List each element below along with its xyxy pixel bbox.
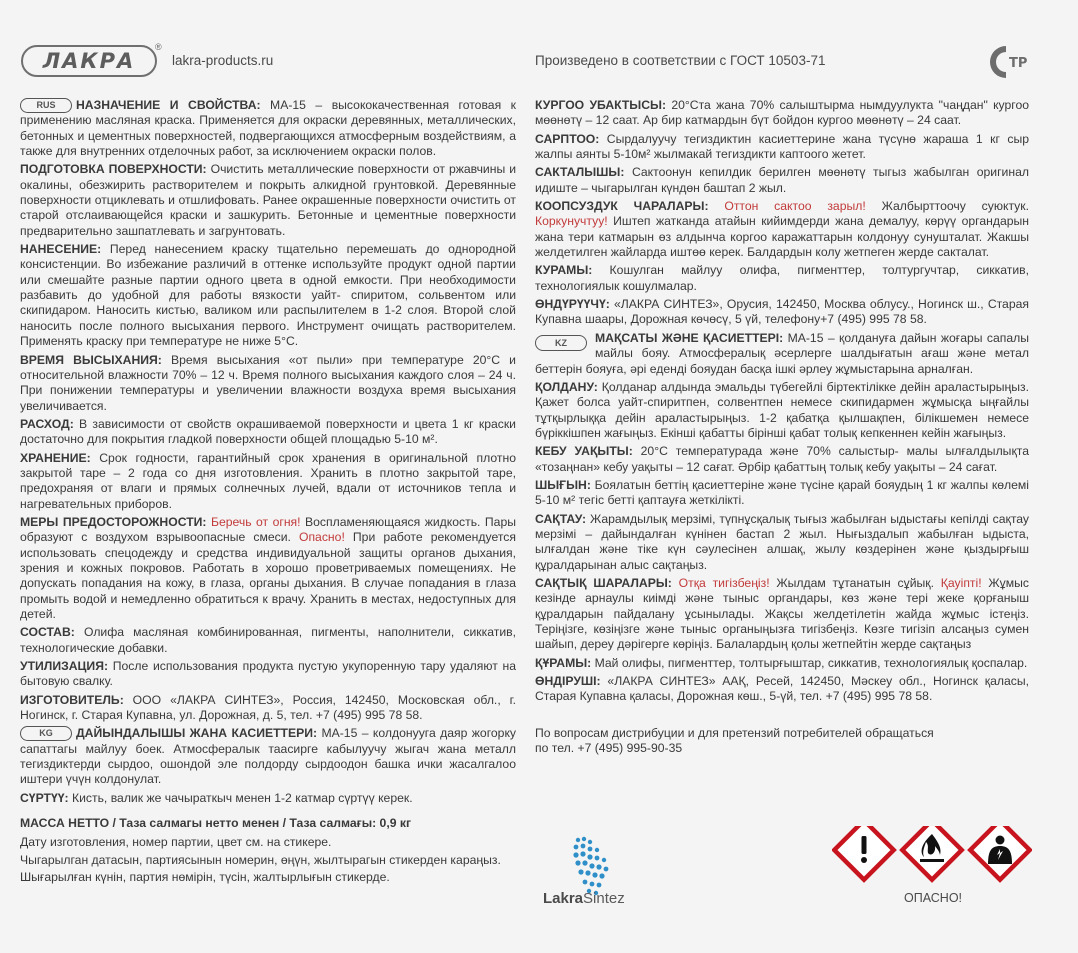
- eac-mark-icon: [982, 42, 1030, 82]
- lakra-logo: [21, 45, 157, 77]
- manufacturer-section: ИЗГОТОВИТЕЛЬ: ООО «ЛАКРА СИНТЕЗ», Россия, 142450, Московская обл., г. Ногинск, г. Старая Купавна, ул. Дорожная, д. 5, тел. +7 (495) 995 78 58.: [20, 692, 516, 723]
- lakra-sintez-wordmark: LakraSintez: [543, 890, 625, 907]
- website-link[interactable]: lakra-products.ru: [172, 53, 274, 68]
- kz-composition-section: ҚҰРАМЫ: Май олифы, пигменттер, толтырғыштар, сиккатив, технологиялық қоспалар.: [535, 655, 1028, 670]
- header: [0, 0, 1078, 100]
- safety-section: МЕРЫ ПРЕДОСТОРОЖНОСТИ: Беречь от огня! Воспламеняющаяся жидкость. Пары образуют с воздухом взрывоопасные смеси. Опасно! При работе рекомендуется использовать спецодежду и средства индивидуальной защиты органов дыхания, зрения и кожных покровов. Работать в хорошо проветриваемых помещениях. Не допускать попадания на кожу, в глаза, органы дыхания. В случае попадания в глаза промыть водой и немедленно обратиться к врачу. Хранить в местах, недоступных для детей.: [20, 514, 516, 621]
- sticker-note-kg: Чыгарылган датасын, партиясынын номерин, өңүн, жылтырагын стикерден караңыз.: [20, 852, 501, 867]
- registered-mark: ®: [155, 42, 162, 52]
- right-column: [535, 98, 1029, 757]
- flame-hazard-icon: [902, 826, 961, 880]
- kg-safety-section: КООПСУЗДУК ЧАРАЛАРЫ: Оттон сактоо зарыл! Жалбырттоочу суюктук. Коркунучтуу! Иштеп жатканда атайын кийимдерди жана демалуу, көрүү органдарын жана тери катмарын өз алдынча коргоо каражаттарын колдонуу сунушталат. Жакшы желдетилген жайларда иштөө керек. Балдардын колу жетпеген жерде сакталат.: [535, 199, 1029, 260]
- kz-consumption-section: ШЫҒЫН: Боялатын беттің қасиеттеріне және түсіне қарай бояудың 1 кг жалпы көлемі 5-10 м² тегіс бетті қаптауға жеткілікті.: [535, 477, 1029, 508]
- contact-line-1: По вопросам дистрибуции и для претензий потребителей обращаться: [535, 725, 934, 740]
- kz-badge: KZ: [535, 335, 587, 351]
- kg-consumption-section: САРПТОО: Сырдалуучу тегиздиктин касиеттерине жана түсүнө жараша 1 кг сыр жалпы аянты 5-10м² жылмакай тегиздикти каптоого жетет.: [535, 131, 1029, 162]
- composition-section: СОСТАВ: Олифа масляная комбинированная, пигменты, наполнители, сиккатив, технологические добавки.: [20, 625, 516, 655]
- left-column: [20, 98, 516, 887]
- drying-section: ВРЕМЯ ВЫСЫХАНИЯ: Время высыхания «от пыли» при температуре 20°С и относительной влажности 70% – 12 ч. Время полного высыхания каждого слоя – 24 ч. При понижении температуры и увеличении влажности воздуха время высыхания увеличивается.: [20, 352, 516, 413]
- kz-manufacturer-section: ӨНДІРУШІ: «ЛАКРА СИНТЕЗ» ААҚ, Ресей, 142450, Мәскеу обл., Ногинск қаласы, Старая Купавна қаласы, Дорожная көш., 5-үй, тел. +7 (495) 995 78 58.: [535, 674, 1029, 704]
- kz-application-section: ҚОЛДАНУ: Қолданар алдында эмальды түбегейлі біртектілікке дейін араластырыңыз. Қажет болса уайт-спиритпен, солвентпен немесе скипидармен жұмысқа ыңғайлы тұтқырлыққа дейін араластырыңыз. 1-2 қабатқа қылшақпен, білікшемен немесе бүріккішпен жағыңыз. Екінші қабатты бірінші қабат толық кепкеннен кейін жағыңыз.: [535, 379, 1029, 440]
- rus-badge: RUS: [20, 98, 72, 113]
- sticker-note-ru: Дату изготовления, номер партии, цвет см. на стикере.: [20, 835, 332, 850]
- kg-manufacturer-section: ӨНДҮРҮҮЧҮ: «ЛАКРА СИНТЕЗ», Орусия, 142450, Москва облусу., Ногинск ш., Старая Купавна шаары, Дорожная көчөсү, 5 үй, телефону+7 (495) 995 78 58.: [535, 297, 1029, 327]
- kz-storage-section: САҚТАУ: Жарамдылық мерзімі, түпнұсқалық тығыз жабылған ыдыстағы кепілді сақтау мерзімі – дайындалған күнінен бастап 2 жыл. Нығыздалып жабылған ыдыста, ылғалдан және тіке күн сәулесінен алшақ, жылу көздерінен және қыздырғыш құралдарынан алыс сақтаңыз.: [535, 511, 1029, 572]
- storage-section: ХРАНЕНИЕ: Срок годности, гарантийный срок хранения в оригинальной плотно закрытой таре – 2 года со дня изготовления. Хранить в плотно закрытой таре, предохраняя от влаги и прямых солнечных лучей, вдали от источников тепла и нагревательных приборов.: [20, 450, 516, 511]
- health-hazard-icon: [970, 826, 1029, 880]
- kg-storage-section: САКТАЛЫШЫ: Сактоонун кепилдик берилген мөөнөтү тыгыз жабылган оригинал идиште – чыгарылган күндөн баштап 2 жыл.: [535, 165, 1029, 195]
- kz-drying-section: КЕБУ УАҚЫТЫ: 20°С температурада және 70% салыстыр- малы ылғалдылықта «тозаңнан» кебу уақыты – 12 сағат. Әрбір қабаттың толық кебу уақыты – 24 сағат.: [535, 444, 1029, 474]
- kg-application-section: СҮРТҮҮ: Кисть, валик же чачыраткыч менен 1-2 катмар сүртүү керек.: [20, 790, 413, 805]
- kg-drying-section: КУРГОО УБАКТЫСЫ: 20°Cта жана 70% салыштырма нымдуулукта "чаңдан" кургоо мөөнөтү – 12 саат. Ар бир катмардын бүт бойдон кургоо мөөнөтү – 24 саат.: [535, 98, 1030, 128]
- purpose-section: RUS НАЗНАЧЕНИЕ И СВОЙСТВА: МА-15 – высококачественная готовая к применению масляная краска. Применяется для окраски деревянных, металлических, бетонных и цементных поверхностей, подвергающихся атмосферным воздействиям, а также для внутренних отделочных работ, за исключением окраски полов.: [20, 98, 516, 159]
- preparation-section: ПОДГОТОВКА ПОВЕРХНОСТИ: Очистить металлические поверхности от ржавчины и окалины, обезжирить растворителем и покрыть алкидной грунтовкой. Деревянные поверхности отциклевать и отшлифовать. Ранее окрашенные поверхности очистить от старой отслаивающейся краски и зашкурить. Бетонные и цементные поверхности предварительно зашпатлевать и загрунтовать.: [20, 162, 516, 238]
- application-section: НАНЕСЕНИЕ: Перед нанесением краску тщательно перемешать до однородной консистенции. Во избежание различий в оттенке используйте продукт одной партии или смешайте разные партии одного цвета в одной емкости. При необходимости разбавить до удобной для работы вязкости уайт- спиритом, сольвентом или скипидаром. Наносить кистью, валиком или распылителем в 1-2 слоя. Второй слой наносить после полного высыхания первого. Инструмент очищать растворителем. Применять краску при температуре не ниже 5°С.: [20, 242, 516, 349]
- hazard-pictograms: [832, 826, 1032, 890]
- contact-phone[interactable]: по тел. +7 (495) 995-90-35: [535, 741, 683, 756]
- disposal-section: УТИЛИЗАЦИЯ: После использования продукта пустую укупоренную тару удаляют на бытовую свалку.: [20, 659, 516, 689]
- logo-text: ЛАКРА: [42, 49, 136, 73]
- sticker-note-kz: Шығарылған күнін, партия нөмірін, түсін, жалтырлығын стикерде.: [20, 870, 390, 885]
- kz-purpose-section: KZ МАҚСАТЫ ЖӘНЕ ҚАСИЕТТЕРІ: МА-15 – қолдануға дайын жоғары сапалы майлы бояу. Атмосфералық әсерлерге шалдығатын ағаш және метал беттерін бояуға, әрі еденді бояудан басқа ішкі әрлеу жұмыстарына арналған.: [535, 330, 1029, 376]
- net-weight: МАССА НЕТТО / Таза салмагы нетто менен / Таза салмағы: 0,9 кг: [20, 816, 412, 831]
- kg-composition-section: КУРАМЫ: Кошулган майлуу олифа, пигменттер, толтургучтар, сиккатив, технологиялык кошулмалар.: [535, 263, 1029, 293]
- gost-note: Произведено в соответствии с ГОСТ 10503-71: [535, 53, 826, 68]
- svg-text:ТР: ТР: [1009, 56, 1028, 71]
- exclamation-hazard-icon: [834, 826, 893, 880]
- kz-safety-section: САҚТЫҚ ШАРАЛАРЫ: Отқа тигізбеңіз! Жылдам тұтанатын сұйық. Қауіпті! Жұмыс кезінде арнаулы киімді және тыныс органдары, көз және тері жеке қорғаныш құралдарын пайдалану ұсынылады. Жақсы желдетілетін жайда жұмыс істеңіз. Теріңізге, көзіңізге және тыныс органыңызға тигізбеңіз. Көзге тигізіп алсаңыз сумен шайып, дереу дәрігерге көріңіз. Балалардың қолы жетпейтін жерде сақтаңыз: [535, 575, 1029, 652]
- kg-badge: KG: [20, 726, 72, 741]
- kg-purpose-section: KG ДАЙЫНДАЛЫШЫ ЖАНА КАСИЕТТЕРИ: МА-15 – колдонууга даяр жогорку сапаттагы майлуу боек. Атмосфералык таасирге кабылуучу жыгач жана металл тегиздиктерди сырдоо, ошондой эле полдорду сырдоодон башка ички жасалгалоо иштери үчүн колдонулат.: [20, 726, 517, 787]
- danger-label: ОПАСНО!: [904, 891, 963, 905]
- consumption-section: РАСХОД: В зависимости от свойств окрашиваемой поверхности и цвета 1 кг краски достаточно для покрытия гладкой поверхности общей площадью 5-10 м².: [20, 416, 516, 447]
